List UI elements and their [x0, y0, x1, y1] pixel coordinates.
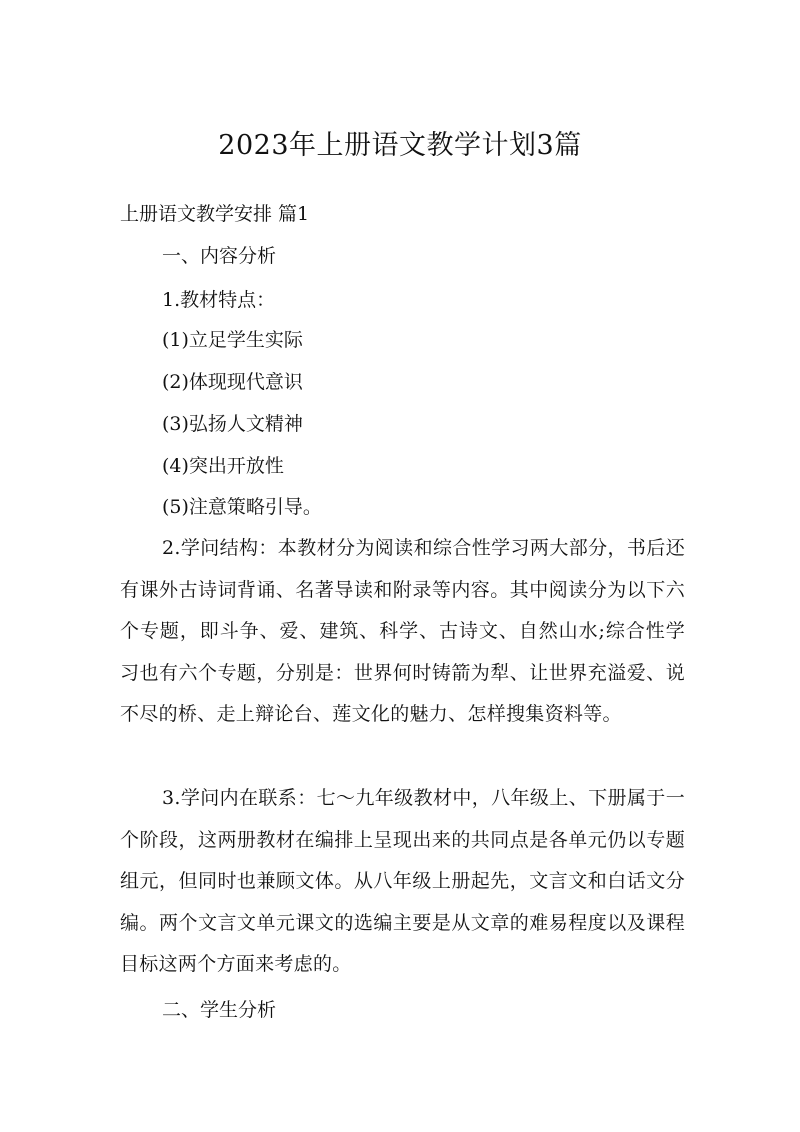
feature-item: (5)注意策略引导。	[162, 496, 322, 518]
feature-item: (3)弘扬人文精神	[162, 413, 303, 435]
section-title: 上册语文教学安排 篇1	[120, 203, 310, 225]
document-title: 2023年上册语文教学计划3篇	[218, 130, 582, 161]
subheading-textbook-features: 1.教材特点：	[162, 289, 276, 311]
feature-item: (4)突出开放性	[162, 455, 284, 477]
heading-student-analysis: 二、学生分析	[162, 999, 277, 1021]
heading-content-analysis: 一、内容分析	[162, 245, 277, 267]
feature-item: (1)立足学生实际	[162, 329, 303, 351]
feature-item: (2)体现现代意识	[162, 371, 303, 393]
paragraph-knowledge-structure: 2.学问结构：本教材分为阅读和综合性学习两大部分，书后还有课外古诗词背诵、名著导读和附录等内容。其中阅读分为以下六个专题，即斗争、爱、建筑、科学、古诗文、自然山水;综合性学习也有六个专题，分别是：世界何时铸箭为犁、让世界充溢爱、说不尽的桥、走上辩论台、莲文化的魅力、怎样搜集资料等。	[120, 537, 685, 725]
paragraph-knowledge-connection: 3.学问内在联系：七～九年级教材中，八年级上、下册属于一个阶段，这两册教材在编排上呈现出来的共同点是各单元仍以专题组元，但同时也兼顾文体。从八年级上册起先，文言文和白话文分编。两个文言文单元课文的选编主要是从文章的难易程度以及课程目标这两个方面来考虑的。	[120, 787, 685, 975]
